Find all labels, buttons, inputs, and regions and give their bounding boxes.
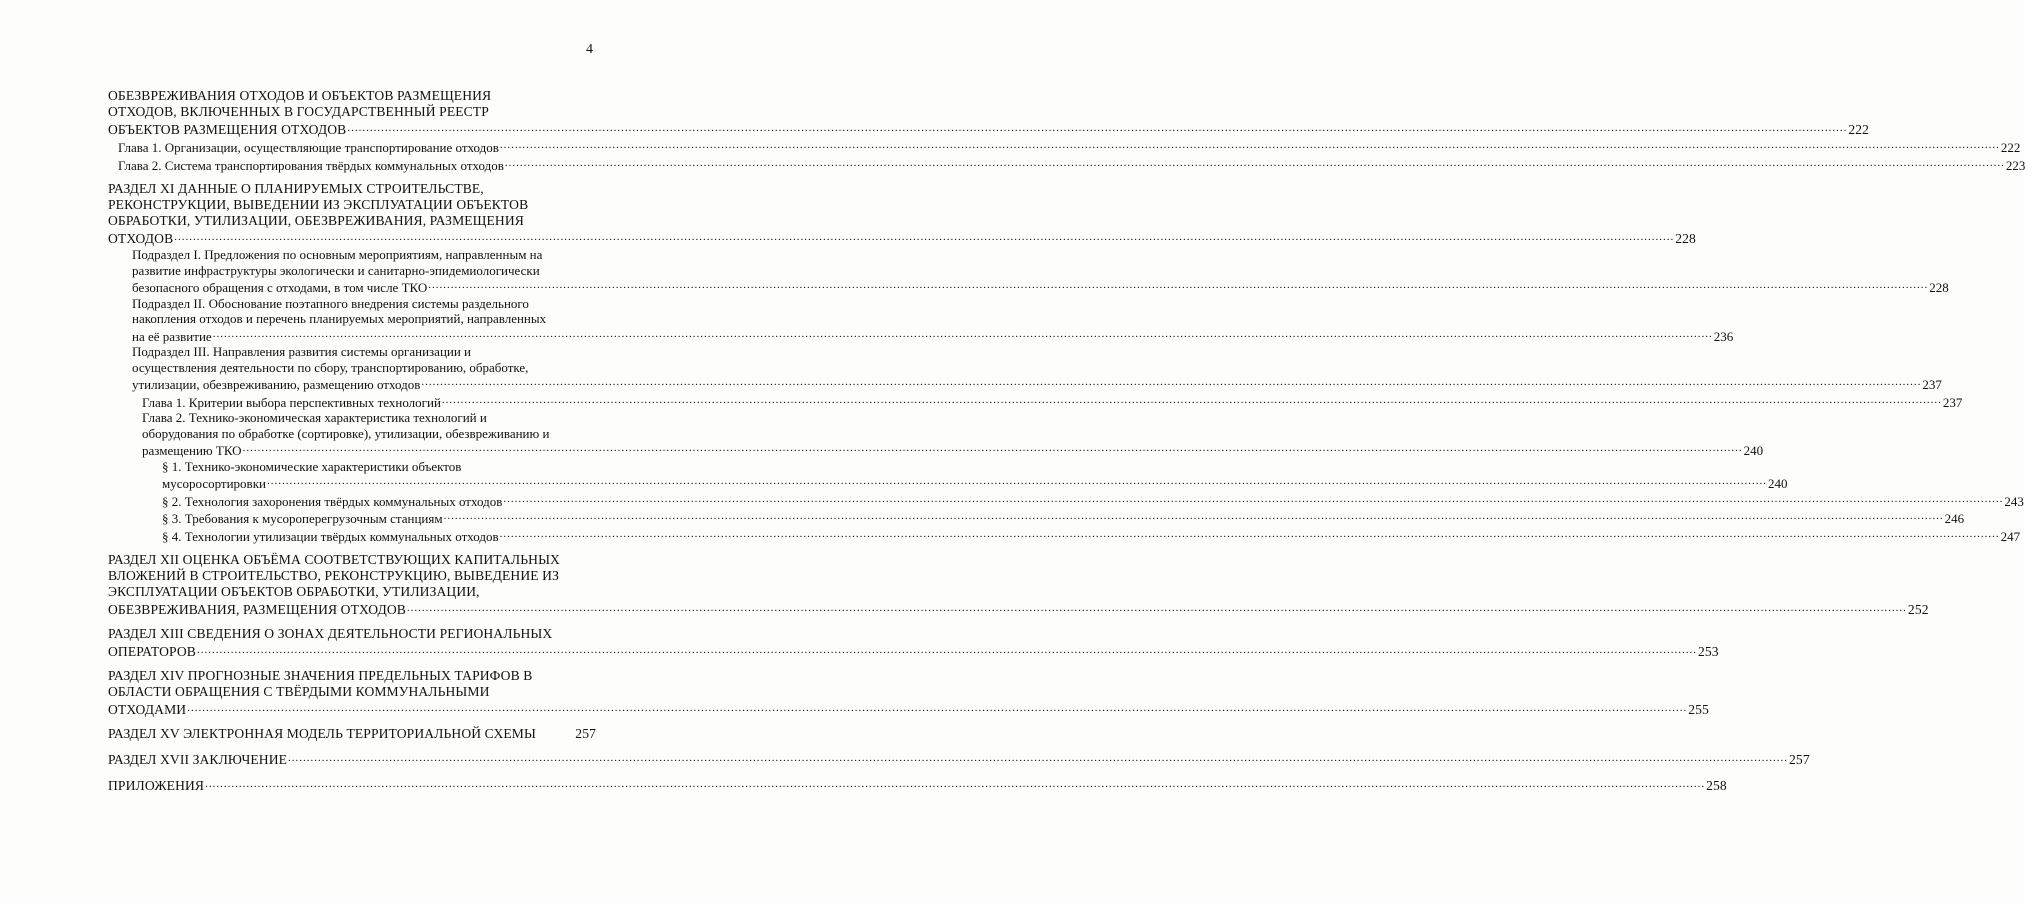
toc-entry-line: РАЗДЕЛ XI ДАННЫЕ О ПЛАНИРУЕМЫХ СТРОИТЕЛЬСТВЕ,: [108, 181, 484, 196]
dot-leader: ................................................................................................................................................................................................................................................................................................................................................................................................................: [421, 376, 1922, 388]
toc-entry[interactable]: [108, 344, 1942, 393]
dot-leader: ................................................................................................................................................................................................................................................................................................................................................................................................................: [187, 702, 1688, 714]
toc-entry[interactable]: [108, 726, 596, 742]
toc-entry-title: Глава 2. Система транспортирования твёрдых коммунальных отходов: [118, 157, 504, 173]
toc-entry[interactable]: [108, 626, 1719, 660]
toc-entry[interactable]: [108, 668, 1709, 718]
toc-entry-line: ВЛОЖЕНИЙ В СТРОИТЕЛЬСТВО, РЕКОНСТРУКЦИЮ, ВЫВЕДЕНИЕ ИЗ: [108, 568, 559, 583]
toc-entry-line: ОБЛАСТИ ОБРАЩЕНИЯ С ТВЁРДЫМИ КОММУНАЛЬНЫМИ: [108, 684, 490, 699]
toc-entry[interactable]: [108, 492, 2024, 510]
toc-entry-line: РАЗДЕЛ XIII СВЕДЕНИЯ О ЗОНАХ ДЕЯТЕЛЬНОСТИ РЕГИОНАЛЬНЫХ: [108, 626, 553, 641]
toc-entry-line: ОТХОДОВ, ВКЛЮЧЕННЫХ В ГОСУДАРСТВЕННЫЙ РЕЕСТР: [108, 104, 489, 119]
table-of-contents: [108, 88, 2025, 794]
dot-leader: ................................................................................................................................................................................................................................................................................................................................................................................................................: [288, 752, 1789, 764]
toc-entry-title: на её развитие: [132, 328, 212, 344]
toc-page-number: 240: [1743, 443, 1764, 458]
toc-entry-line: Глава 2. Технико-экономическая характеристика технологий и: [142, 410, 487, 425]
toc-entry-title: ПРИЛОЖЕНИЯ: [108, 778, 205, 793]
toc-entry-title: РАЗДЕЛ XVII ЗАКЛЮЧЕНИЕ: [108, 752, 288, 767]
toc-page-number: 246: [1944, 511, 1965, 526]
toc-page-number: 243: [2004, 493, 2024, 509]
dot-leader: ................................................................................................................................................................................................................................................................................................................................................................................................................: [212, 327, 1713, 340]
toc-entry[interactable]: [108, 247, 1949, 296]
toc-entry[interactable]: [108, 750, 1810, 768]
dot-leader: ................................................................................................................................................................................................................................................................................................................................................................................................................: [499, 527, 2000, 540]
toc-page-number: 247: [2000, 528, 2021, 544]
dot-leader: ................................................................................................................................................................................................................................................................................................................................................................................................................: [266, 475, 1767, 487]
dot-leader: ................................................................................................................................................................................................................................................................................................................................................................................................................: [443, 510, 1944, 522]
toc-entry[interactable]: [108, 509, 1965, 527]
toc-entry-title: мусоросортировки: [162, 476, 266, 491]
toc-entry-line: Подраздел I. Предложения по основным мероприятиям, направленным на: [132, 247, 543, 262]
toc-entry[interactable]: [108, 138, 2021, 156]
toc-page-number: 223: [2005, 157, 2025, 173]
toc-entry-title: ОБЕЗВРЕЖИВАНИЯ, РАЗМЕЩЕНИЯ ОТХОДОВ: [108, 602, 406, 617]
toc-entry-title: утилизации, обезвреживанию, размещению отходов: [132, 377, 421, 392]
page-number: 4: [586, 42, 593, 57]
toc-entry-title: Глава 1. Организации, осуществляющие транспортирование отходов: [118, 140, 499, 155]
toc-entry[interactable]: [108, 156, 2025, 174]
toc-entry-line: оборудования по обработке (сортировке), утилизации, обезвреживанию и: [142, 425, 550, 441]
toc-page-number: 222: [1848, 122, 1870, 137]
dot-leader: ................................................................................................................................................................................................................................................................................................................................................................................................................: [205, 778, 1706, 790]
toc-page-number: 257: [575, 726, 596, 741]
dot-leader: ................................................................................................................................................................................................................................................................................................................................................................................................................: [196, 644, 1697, 656]
toc-entry-line: ЭКСПЛУАТАЦИИ ОБЪЕКТОВ ОБРАБОТКИ, УТИЛИЗАЦИИ,: [108, 584, 480, 599]
dot-leader: ................................................................................................................................................................................................................................................................................................................................................................................................................: [503, 492, 2004, 505]
toc-entry-title: ОБЪЕКТОВ РАЗМЕЩЕНИЯ ОТХОДОВ: [108, 122, 347, 137]
toc-entry[interactable]: [108, 181, 1696, 247]
toc-entry-title: размещению ТКО: [142, 443, 242, 458]
dot-leader: ................................................................................................................................................................................................................................................................................................................................................................................................................: [441, 393, 1942, 406]
toc-page-number: 253: [1697, 644, 1719, 659]
toc-entry-title: безопасного обращения с отходами, в том числе ТКО: [132, 280, 428, 295]
toc-page-number: 255: [1688, 702, 1709, 717]
toc-entry-line: § 1. Технико-экономические характеристики объектов: [162, 458, 462, 474]
toc-entry-line: ОБЕЗВРЕЖИВАНИЯ ОТХОДОВ И ОБЪЕКТОВ РАЗМЕЩЕНИЯ: [108, 88, 492, 103]
dot-leader: ................................................................................................................................................................................................................................................................................................................................................................................................................: [174, 231, 1675, 243]
toc-entry-title: ОПЕРАТОРОВ: [108, 644, 196, 659]
dot-leader: ................................................................................................................................................................................................................................................................................................................................................................................................................: [242, 442, 1743, 454]
toc-page-number: 236: [1713, 328, 1734, 344]
toc-entry-line: накопления отходов и перечень планируемых мероприятий, направленных: [132, 311, 547, 326]
toc-entry[interactable]: [108, 295, 1734, 345]
toc-page-number: 237: [1922, 377, 1942, 392]
toc-entry-line: РАЗДЕЛ XIV ПРОГНОЗНЫЕ ЗНАЧЕНИЯ ПРЕДЕЛЬНЫХ ТАРИФОВ В: [108, 668, 533, 683]
toc-entry-title: ОТХОДАМИ: [108, 702, 187, 717]
toc-entry[interactable]: [108, 458, 1788, 492]
toc-entry-title: ОТХОДОВ: [108, 231, 174, 246]
dot-leader: ................................................................................................................................................................................................................................................................................................................................................................................................................: [499, 139, 2000, 151]
toc-page-number: 228: [1929, 280, 1949, 295]
toc-entry-line: осуществления деятельности по сбору, транспортированию, обработке,: [132, 359, 529, 375]
toc-entry-line: Подраздел II. Обоснование поэтапного внедрения системы раздельного: [132, 295, 529, 311]
toc-page-number: 240: [1767, 476, 1788, 491]
toc-entry-line: РЕКОНСТРУКЦИИ, ВЫВЕДЕНИИ ИЗ ЭКСПЛУАТАЦИИ ОБЪЕКТОВ: [108, 197, 529, 212]
toc-entry-line: ОБРАБОТКИ, УТИЛИЗАЦИИ, ОБЕЗВРЕЖИВАНИЯ, РАЗМЕЩЕНИЯ: [108, 213, 524, 228]
toc-entry[interactable]: [108, 410, 1764, 459]
dot-leader: ................................................................................................................................................................................................................................................................................................................................................................................................................: [428, 279, 1929, 291]
toc-entry-title: § 2. Технология захоронения твёрдых коммунальных отходов: [162, 493, 503, 509]
toc-entry[interactable]: [108, 776, 1727, 794]
dot-leader: ................................................................................................................................................................................................................................................................................................................................................................................................................: [504, 156, 2005, 169]
toc-entry[interactable]: [108, 552, 1929, 618]
dot-leader: ................................................................................................................................................................................................................................................................................................................................................................................................................: [347, 122, 1848, 134]
toc-entry-title: Глава 1. Критерии выбора перспективных технологий: [142, 394, 441, 410]
toc-entry[interactable]: [108, 393, 1963, 411]
toc-entry-line: Подраздел III. Направления развития системы организации и: [132, 344, 472, 359]
toc-entry-line: развитие инфраструктуры экологически и санитарно-эпидемиологически: [132, 262, 540, 278]
toc-entry-title: § 3. Требования к мусороперегрузочным станциям: [162, 511, 443, 526]
toc-entry[interactable]: [108, 527, 2021, 545]
toc-page-number: 257: [1789, 752, 1810, 767]
toc-page-number: 228: [1675, 231, 1696, 246]
toc-entry[interactable]: [108, 88, 1870, 138]
toc-page-number: 252: [1907, 602, 1929, 617]
toc-entry-title: РАЗДЕЛ XV ЭЛЕКТРОННАЯ МОДЕЛЬ ТЕРРИТОРИАЛЬНОЙ СХЕМЫ: [108, 726, 536, 741]
toc-entry-line: РАЗДЕЛ XII ОЦЕНКА ОБЪЁМА СООТВЕТСТВУЮЩИХ КАПИТАЛЬНЫХ: [108, 552, 560, 567]
toc-page-number: 258: [1706, 778, 1727, 793]
toc-page-number: 237: [1942, 394, 1963, 410]
toc-entry-title: § 4. Технологии утилизации твёрдых коммунальных отходов: [162, 528, 499, 544]
toc-page-number: 222: [2000, 140, 2021, 155]
dot-leader: ................................................................................................................................................................................................................................................................................................................................................................................................................: [406, 602, 1907, 614]
